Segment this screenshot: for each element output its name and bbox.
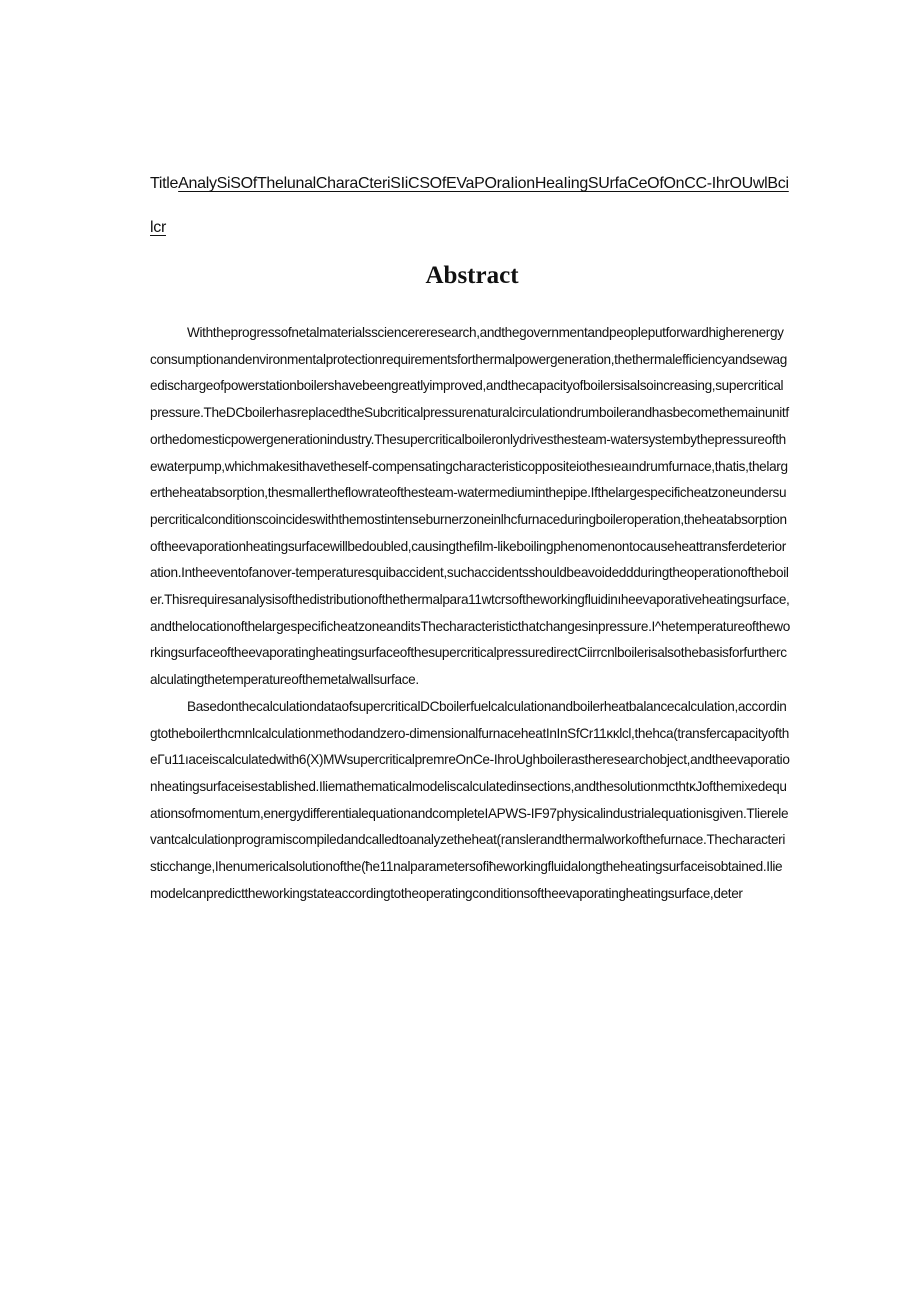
thesis-title bbox=[150, 162, 790, 250]
abstract-paragraph-1: Withtheprogressofnetalmaterialssciencereresearch,andthegovernmentandpeopleputforwardhigherenergyconsumptionandenvironmentalprotectionrequirementsforthermalpowergeneration,thethermalefficiencyandsewagedischargeofpowerstationboilershavebeengreatlyimproved,andthecapacityofboilersisalsoincreasing,supercriticalpressure.TheDCboilerhasreplacedtheSubcriticalpressurenaturalcirculationdrumboilerandhasbecomethemainunitforthedomesticpowergenerationindustry.Thesupercriticalboileronlydrivesthesteam-watersystembythepressureofthewaterpump,whichmakesithavetheself-compensatingcharacteristicoppositeiothesıeaındrumfurnace,thatis,thelargertheheatabsorption,thesmallertheflowrateofthesteam-watermediuminthepipe.Ifthelargespecificheatzoneundersupercriticalconditionscoincideswiththemostintenseburnerzoneinlhcfurnaceduringboileroperation,theheatabsorptionoftheevaporationheatingsurfacewillbedoubled,causingthefilm-likeboilingphenomenontocauseheattransferdeterioration.Intheeventofanover-temperaturesquibaccident,suchaccidentsshouldbeavoideddduringtheoperationoftheboiler.Thisrequiresanalysisofthedistributionofthethermalpara11wtcrsoftheworkingfluidinıheevaporativeheatingsurface,andthelocationofthelargespecificheatzoneanditsThecharacteristicthatchangesinpressure.I^hetemperatureoftheworkingsurfaceoftheevaporatingheatingsurfaceofthesupercriticalpressuredirectCiirrcnlboilerisalsothebasisforfurthercalculatingthetemperatureofthemetalwallsurface. bbox=[150, 325, 790, 688]
abstract-body bbox=[150, 320, 790, 907]
title-label: Title bbox=[150, 175, 179, 192]
abstract-paragraph-2: BasedonthecalculationdataofsupercriticalDCboilerfuelcalculationandboilerheatbalancecalculation,accordingtotheboilerthcmnlcalculationmethodandzero-dimensionalfurnaceheatInInSfCr11κκlcl,thehca(transfercapacityoftheΓu11ıaceiscalculatedwith6(X)MWsupercriticalpremreOnCe-IhrοUghboilerastheresearchobject,andtheevaporationheatingsurfaceisestablished.Iliemathematicalmodeliscalculatedinsections,andthesolutionmcthtκJofthemixedequationsofmomentum,energydifferentialequationandcompleteIAPWS-IF97physicalindustrialequationisgiven.Tlierelevantcalculationprogramiscompiledandcalledtoanalyzetheheat(ranslerandthermalworkofthefurnace.Thecharacteristicchange,Ihenumericalsolutionofthe(ħe11nalparametersofiħeworkingfluidalongtheheatingsurfaceisobtained.Iliemodelcanpredicttheworkingstateaccordingtotheoperatingconditionsoftheevaporatingheatingsurface,deter bbox=[150, 698, 790, 901]
title-text: AnalySiSOfThelunalCharaCteriSIiCSOfEVaPOraIionHeaIingSUrfaCeOfOnCC-IhrOUwlBcilcr bbox=[150, 175, 789, 236]
abstract-heading: Abstract bbox=[425, 262, 519, 289]
